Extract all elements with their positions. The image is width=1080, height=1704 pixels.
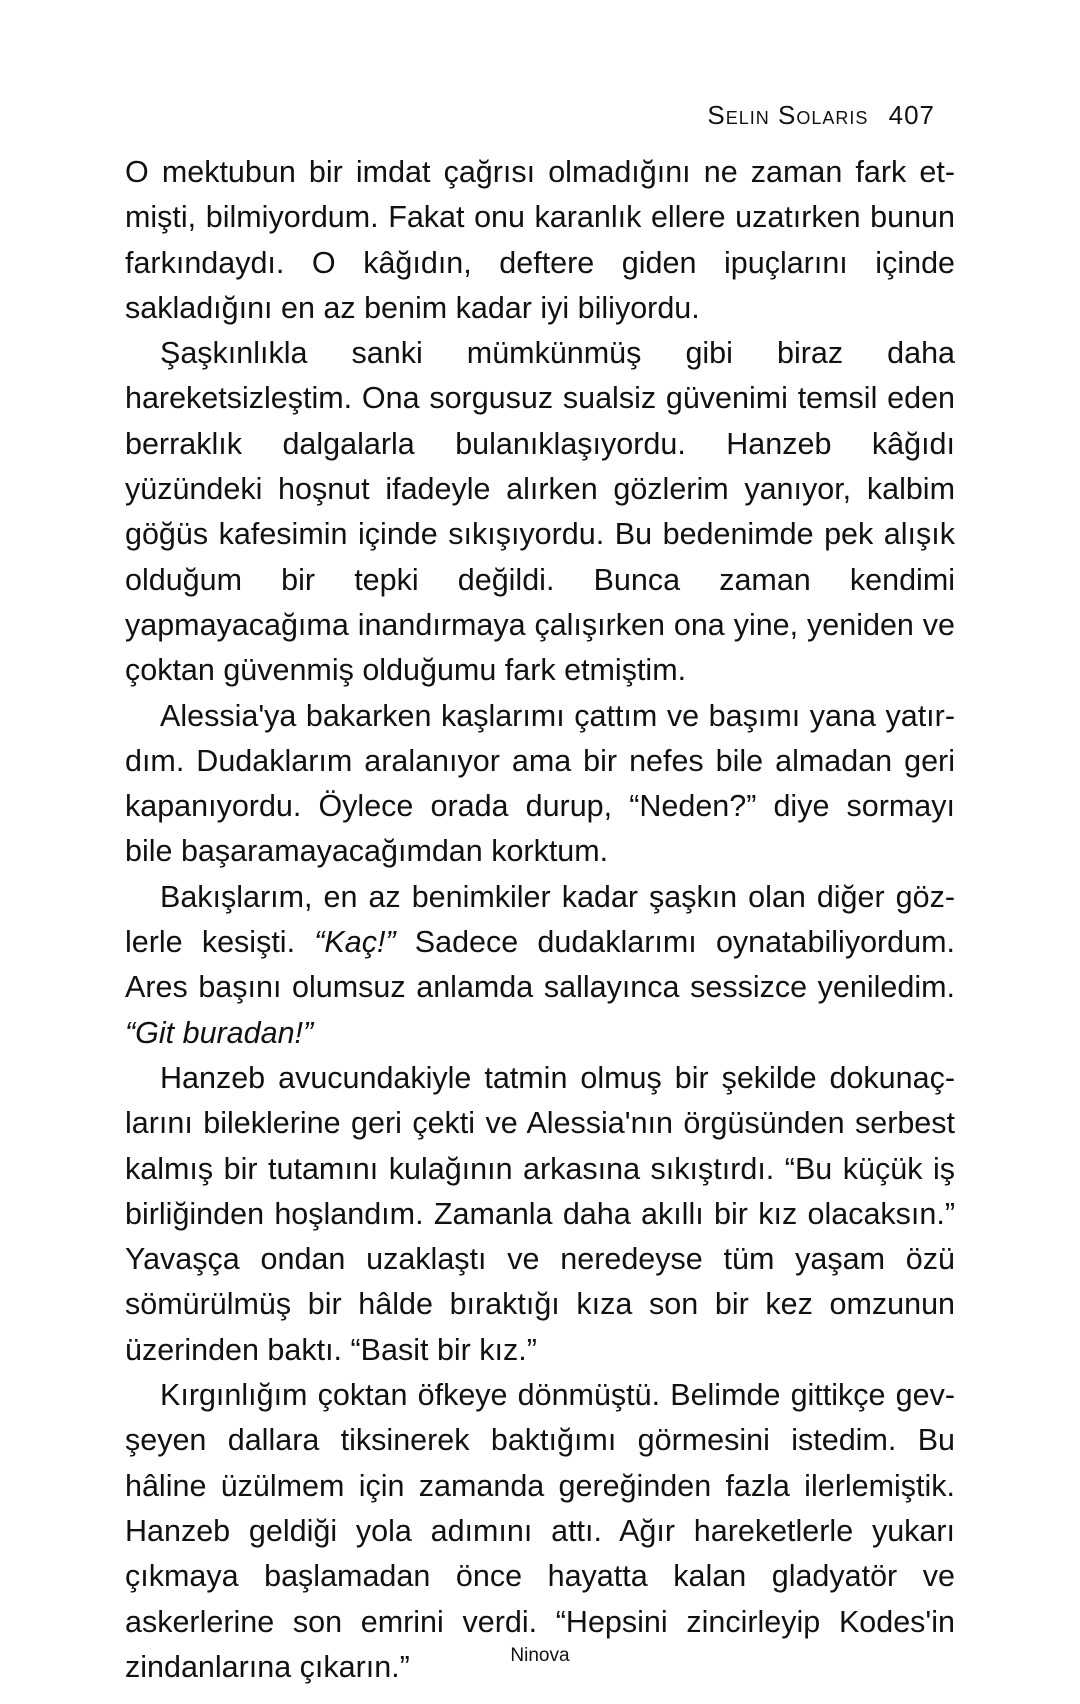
paragraph-2 [125, 331, 955, 693]
text-run: Şaşkınlıkla sanki mümkünmüş gibi biraz daha hareketsizleştim. Ona sorgusuz sualsiz güvenimi temsil eden berraklık dalgalarla bulanıklaşıyordu. Hanzeb kâğıdı yüzündeki hoşnut ifadeyle alırken gözlerim yanıyor, kalbim göğüs kafesimin içinde sıkışıyordu. Bu bedenimde pek alışık olduğum bir tepki değildi. Bunca zaman kendimi yapmayacağıma inandırmaya çalışırken ona yine, yeniden ve çoktan güvenmiş olduğumu fark etmiştim. [125, 336, 955, 688]
text-run: Alessia'ya bakarken kaşlarımı çattım ve başımı yana yatırdım. Dudaklarım aralanıyor ama bir nefes bile almadan geri kapanıyordu. Öylece orada durup, “Neden?” diye sormayı bile başaramayacağımdan korktum. [125, 698, 955, 869]
paragraph-4 [125, 875, 955, 1056]
paragraph-6 [125, 1373, 955, 1690]
publisher-watermark: Ninova [510, 1645, 570, 1666]
running-header [707, 100, 935, 131]
body-text [125, 150, 955, 1690]
running-title: Selin Solaris [707, 100, 869, 130]
text-run: Kırgınlığım çoktan öfkeye dönmüştü. Belimde gittikçe gevşeyen dallara tiksinerek baktığımı görmesini istedim. Bu hâline üzülmem için zamanda gereğinden fazla ilerlemiştik. Hanzeb geldiği yola adımını attı. Ağır hareketlerle yukarı çıkmaya başlamadan önce hayatta kalan gladyatör ve askerlerine son emrini verdi. “Hepsini zincirleyip Kodes'in zindanlarına çıkarın.” [125, 1378, 955, 1684]
italic-whisper: “Git buradan!” [125, 1015, 314, 1050]
text-run: Sadece dudaklarımı oynatabiliyordum. Ares başını olumsuz anlamda sallayınca sessizce yeniledim. [125, 925, 955, 1005]
paragraph-3 [125, 694, 955, 875]
italic-whisper: “Kaç!” [314, 925, 396, 960]
paragraph-5 [125, 1056, 955, 1373]
page-number: 407 [888, 100, 935, 130]
text-run: Bakışlarım, en az benimkiler kadar şaşkın olan diğer gözlerle kesişti. [125, 879, 955, 960]
text-run: Hanzeb avucundakiyle tatmin olmuş bir şekilde dokunaçlarını bileklerine geri çekti ve Alessia'nın örgüsünden serbest kalmış bir tutamını kulağının arkasına sıkıştırdı. “Bu küçük iş birliğinden hoşlandım. Zamanla daha akıllı bir kız olacaksın.” Yavaşça ondan uzaklaştı ve neredeyse tüm yaşam özü sömürülmüş bir hâlde bıraktığı kıza son bir kez omzunun üzerinden baktı. “Basit bir kız.” [125, 1060, 955, 1367]
text-run: O mektubun bir imdat çağrısı olmadığını ne zaman fark etmişti, bilmiyordum. Fakat onu karanlık ellere uzatırken bunun farkındaydı. O kâğıdın, deftere giden ipuçlarını içinde sakladığını en az benim kadar iyi biliyordu. [125, 155, 955, 325]
paragraph-1 [125, 150, 955, 331]
